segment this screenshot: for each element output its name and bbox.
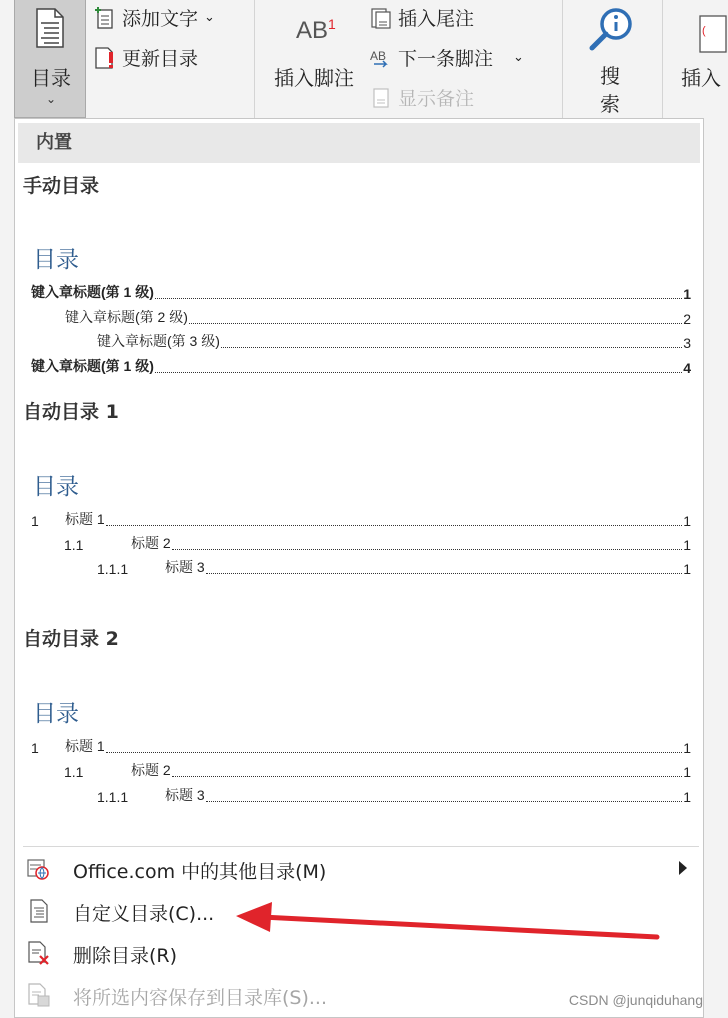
- next-footnote-button[interactable]: [370, 44, 524, 71]
- watermark: CSDN @junqiduhang: [568, 992, 703, 1008]
- svg-text:AB: AB: [370, 48, 387, 63]
- toc-line: 1 标题 1 1: [31, 738, 691, 756]
- toc-doc-icon: [35, 8, 65, 48]
- chevron-down-icon: ⌄: [513, 50, 524, 65]
- toc-line: 键入章标题(第 2 级) 2: [65, 309, 691, 327]
- section-header-builtin: 内置: [18, 123, 700, 163]
- toc-line: 1 标题 1 1: [31, 511, 691, 529]
- toc-button-label: 目录: [31, 66, 71, 90]
- toc-line: 1.1.1 标题 3 1: [97, 787, 691, 805]
- update-toc-icon: [94, 46, 116, 70]
- insert-endnote-label: 插入尾注: [398, 8, 475, 30]
- toc-heading: 目录: [33, 247, 79, 273]
- submenu-arrow-icon: [679, 861, 687, 875]
- gallery-title-auto-2: 自动目录 2: [23, 628, 119, 650]
- menu-item-label: Office.com 中的其他目录(M): [73, 861, 327, 883]
- save-doc-icon: [27, 983, 51, 1007]
- menu-item-delete-toc[interactable]: [15, 933, 703, 973]
- footnote-icon: [296, 16, 336, 45]
- show-notes-button[interactable]: [370, 84, 474, 111]
- toc-line: 键入章标题(第 3 级) 3: [97, 333, 691, 351]
- menu-item-label: 自定义目录(C)...: [73, 903, 215, 925]
- search-button[interactable]: [572, 0, 652, 118]
- footnote-icon-text: AB: [296, 17, 329, 44]
- update-toc-button[interactable]: [94, 44, 198, 71]
- footnote-icon-sup: 1: [328, 16, 336, 32]
- menu-item-label: 将所选内容保存到目录库(S)...: [73, 987, 328, 1009]
- ribbon-separator: [662, 0, 663, 118]
- search-icon: [588, 6, 636, 54]
- menu-item-more-toc-office[interactable]: [15, 849, 703, 889]
- toc-line: 键入章标题(第 1 级) 4: [31, 358, 691, 376]
- add-text-label: 添加文字: [122, 8, 199, 30]
- insert-footnote-label: 插入脚注: [274, 66, 354, 90]
- search-label-line1: 搜: [600, 64, 620, 88]
- show-notes-icon: [370, 86, 392, 110]
- doc-icon: [27, 899, 51, 923]
- add-text-button[interactable]: [94, 4, 215, 31]
- insert-endnote-button[interactable]: [370, 4, 474, 31]
- ribbon-separator: [562, 0, 563, 118]
- toc-heading: 目录: [33, 701, 79, 727]
- globe-doc-icon: [27, 857, 51, 881]
- endnote-icon: [370, 6, 392, 30]
- svg-text:(: (: [702, 25, 706, 37]
- search-label-line2: 索: [600, 92, 620, 116]
- chevron-down-icon: ⌄: [204, 10, 215, 25]
- toc-heading: 目录: [33, 474, 79, 500]
- update-toc-label: 更新目录: [122, 48, 199, 70]
- insert-partial-icon: [698, 14, 728, 54]
- ribbon-separator: [254, 0, 255, 118]
- insert-partial-button[interactable]: [672, 0, 721, 118]
- show-notes-label: 显示备注: [398, 88, 475, 110]
- menu-item-label: 删除目录(R): [73, 945, 178, 967]
- toc-dropdown: [14, 118, 704, 1018]
- gallery-title-auto-1: 自动目录 1: [23, 401, 119, 423]
- delete-doc-icon: [27, 941, 51, 965]
- toc-line: 1.1.1 标题 3 1: [97, 559, 691, 577]
- toc-line: 1.1 标题 2 1: [64, 762, 691, 780]
- gallery-title-manual: 手动目录: [23, 175, 100, 197]
- ribbon: [0, 0, 721, 122]
- add-text-icon: [94, 6, 116, 30]
- next-footnote-icon: [370, 46, 392, 70]
- insert-partial-label: 插入: [681, 66, 721, 90]
- toc-line: 键入章标题(第 1 级) 1: [31, 284, 691, 302]
- toc-line: 1.1 标题 2 1: [64, 535, 691, 553]
- insert-footnote-button[interactable]: [264, 0, 374, 118]
- next-footnote-label: 下一条脚注: [398, 48, 494, 70]
- menu-divider: [23, 846, 699, 847]
- chevron-down-icon: ⌄: [45, 92, 57, 106]
- menu-item-custom-toc[interactable]: [15, 891, 703, 931]
- toc-button[interactable]: [14, 0, 86, 118]
